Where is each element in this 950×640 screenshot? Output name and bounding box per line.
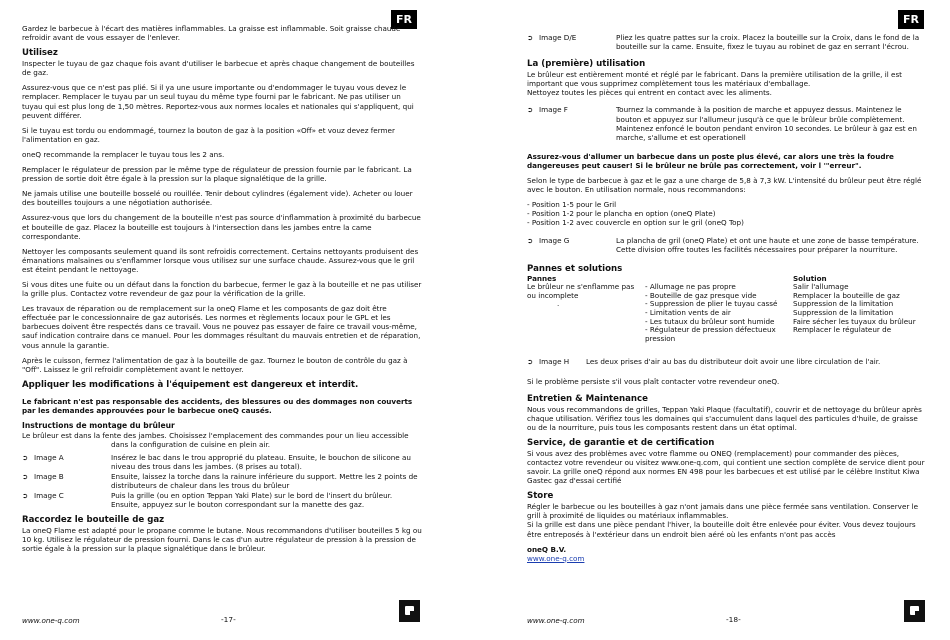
cause-item: - Limitation vents de air xyxy=(645,308,731,318)
alert-text: Assurez-vous d'allumer un barbecue dans un poste plus élevé, car alors une très la foudre dangereuses peut causer! Si le brûleur ne brûle pas correctement, voir l '"erreur". xyxy=(527,151,894,170)
section-title-first-use: La (première) utilisation xyxy=(527,59,646,70)
paragraph: Ne jamais utilise une bouteille bosselé ou rouillée. Tenir debout cylindres (également vide). Acheter ou louer des bouteilles toujours a une négotiation authorisée. xyxy=(22,189,413,208)
list-item: - Position 1-2 pour le plancha en option (oneQ Plate) xyxy=(527,209,716,219)
arrow-circle-right-icon: ➲ xyxy=(527,105,534,115)
language-badge: FR xyxy=(898,10,924,29)
solution-item: Salir l'allumage xyxy=(793,282,849,292)
section-title-utilisez: Utilisez xyxy=(22,48,58,59)
paragraph: Le brûleur est entièrement monté et réglé par le fabricant. Dans la première utilisation de la grille, il est important que vous supprimez complètement tous les matériaux d'emballage. xyxy=(527,70,903,89)
page-number: -18- xyxy=(726,615,741,624)
image-a-row xyxy=(22,453,422,471)
arrow-circle-right-icon: ➲ xyxy=(22,471,29,481)
right-column xyxy=(527,33,927,563)
image-label: Image B xyxy=(34,471,64,481)
cause-item: - Régulateur de pression défectueux xyxy=(645,325,776,335)
page-18 xyxy=(475,0,950,640)
panne-cause-text: Le brûleur ne s'enflamme pas ou incomplete xyxy=(527,282,635,300)
image-text: La plancha de gril (oneQ Plate) et ont une haute et une zone de basse température. Cette division offre toutes les facilités nécessaires pour préparer la nourriture. xyxy=(616,235,919,254)
paragraph: Régler le barbecue ou les bouteilles à gaz n'ont jamais dans une pièce fermée sans ventilation. Conserver le grill à proximité de liquides ou matériaux inflammables. xyxy=(527,502,919,521)
website-link[interactable]: www.one-q.com xyxy=(527,553,585,563)
solution-item: Suppression de la limitation xyxy=(793,308,894,318)
cause-item: - Allumage ne pas propre xyxy=(645,282,736,292)
cause-item: - Bouteille de gaz presque vide xyxy=(645,290,757,300)
warning-text: Le fabricant n'est pas responsable des accidents, des blessures ou des dommages non couverts par les demandes approuvées pour le barbecue oneQ causés. xyxy=(22,396,413,415)
image-d-row xyxy=(527,33,927,51)
cause-item: - Suppression de plier le tuyau cassé xyxy=(645,299,778,309)
list-item: - Position 1-2 avec couvercle en option sur le gril (oneQ Top) xyxy=(527,218,744,228)
paragraph: Nous vous recommandons de grilles, Teppan Yaki Plaque (facultatif), couvrir et de nettoyage du brûleur après chaque utilisation. Vérifiez tous les domaines qui s'accumulent dans laquel des particules d'huile, de graisse ou de la nourriture, puis tous les composants restent dans un état optimal. xyxy=(527,404,922,432)
arrow-circle-right-icon: ➲ xyxy=(527,235,534,245)
intro-text: Gardez le barbecue à l'écart des matières inflammables. La graisse est inflammable. Soit graisse chaude refroidir avant de vous essayer de l'enlever. xyxy=(22,24,401,43)
position-list xyxy=(527,200,927,227)
panne-cause xyxy=(527,283,645,343)
image-text: Ensuite, laissez la torche dans la rainure inférieure du support. Mettre les 2 points de distributeurs de chaleur dans les trous du brûleur xyxy=(111,471,418,490)
paragraph: Remplacer le régulateur de pression par le même type de régulateur de pression fournie par le fabricant. La pression de sortie doit être égale à la pression sur la plaque signalétique de la grille. xyxy=(22,165,412,184)
solution-item: Suppression de la limitation xyxy=(793,299,894,309)
paragraph: Si vous avez des problèmes avec votre flamme ou ONEQ (remplacement) pour commander des pièces, contactez votre revendeur ou visitez www.one-q.com, qui contient une section complète de service dient pour savoir. La grille oneQ répond aux normes EN 498 pour les barbecues et est utilisé par le célèbre Institut Kiwa Gastec gaz d'essai certifié xyxy=(527,448,925,486)
section-title-entretien: Entretien & Maintenance xyxy=(527,393,648,404)
image-label: Image C xyxy=(34,491,64,501)
solution-item: Remplacer la bouteille de gaz xyxy=(793,290,900,300)
arrow-circle-right-icon: ➲ xyxy=(527,357,534,367)
paragraph: Selon le type de barbecue à gaz et le gaz a une charge de 5,8 à 7,3 kW. L'intensité du brûleur peut être réglé avec le bouton. En utilisation normale, nous recommandons: xyxy=(527,176,922,195)
image-b-row xyxy=(22,472,422,490)
section-title-raccord: Raccordez le bouteille de gaz xyxy=(22,515,165,526)
image-label: Image D/E xyxy=(539,33,577,42)
warning-title: Appliquer les modifications à l'équipement est dangereux et interdit. xyxy=(22,379,359,390)
paragraph: Si le problème persiste s'il vous plaît contacter votre revendeur oneQ. xyxy=(527,376,780,386)
oneq-logo-icon xyxy=(399,600,420,622)
paragraph: Assurez-vous que lors du changement de la bouteille n'est pas source d'inflammation à proximité du barbecue et bouteille de gaz. Placez la bouteille est toujours à l'intersection dans les jambes entre la came correspondante. xyxy=(22,213,421,241)
cause-item: - Les tutaux du brûleur sont humide xyxy=(645,316,775,326)
company-name: oneQ B.V. xyxy=(527,544,567,554)
image-g-row xyxy=(527,236,927,254)
image-c-row xyxy=(22,491,422,509)
section-title-pannes: Pannes et solutions xyxy=(527,263,623,274)
paragraph: Assurez-vous que ce n'est pas plié. Si il ya une usure importante ou d'endommager le tuyau vous devez le remplacer. Remplacer le tuyau par un seul tuyau du même type fourni par le fabricant. Ne pas utiliser un tuyau qui est plus long de 1,50 mètres. Reportez-vous aux normes locales et nationales qui s'appliquent, qui peuvent différer. xyxy=(22,83,414,120)
arrow-circle-right-icon: ➲ xyxy=(22,452,29,462)
causes-cell xyxy=(645,283,793,343)
arrow-circle-right-icon: ➲ xyxy=(527,33,534,42)
image-text: Puis la grille (ou en option Teppan Yaki Plate) sur le bord de l'insert du brûleur. Ensuite, appuyez sur le bouton correspondant sur la manette des gaz. xyxy=(111,491,393,510)
instr-intro: Le brûleur est dans la fente des jambes. Choisissez l'emplacement des commandes pour un lieu accessible xyxy=(22,430,409,440)
col-header-solution: Solution xyxy=(793,273,827,283)
image-label: Image F xyxy=(539,105,568,115)
cause-item: pression xyxy=(645,333,676,343)
footer-website: www.one-q.com xyxy=(22,616,80,625)
footer-website: www.one-q.com xyxy=(527,616,585,625)
paragraph: Si le tuyau est tordu ou endommagé, tournez la bouton de gaz à la position «Off» et vouz devez fermer l'alimentation en gaz. xyxy=(22,125,395,144)
paragraph: La oneQ Flame est adapté pour le propane comme le butane. Nous recommandons d'utiliser bouteilles 5 kg ou 10 kg. Utilisez le régulateur de pression fourni. Dans le cas d'un autre régulateur de pression à la pression de sortie égale à la pression sur la plaque signalétique dans le brûleur. xyxy=(22,526,422,554)
paragraph: Inspecter le tuyau de gaz chaque fois avant d'utiliser le barbecue et après chaque changement de bouteilles de gaz. xyxy=(22,59,415,78)
panne-dot: . xyxy=(557,299,560,309)
arrow-circle-right-icon: ➲ xyxy=(22,491,29,501)
instr-intro-2: dans la configuration de cuisine en plein air. xyxy=(111,439,271,449)
image-text: Insérez le bac dans le trou approprié du plateau. Ensuite, le bouchon de silicone au niveau des trous dans les jambes. (8 prises au total). xyxy=(111,452,411,471)
solution-item: Faire sécher les tuyaux du brûleur xyxy=(793,316,916,326)
left-column xyxy=(22,24,422,560)
solution-item: Remplacer le régulateur de xyxy=(793,325,892,335)
troubleshooting-table xyxy=(527,275,927,344)
image-label: Image A xyxy=(34,452,64,462)
image-text: Tournez la commande à la position de marche et appuyez dessus. Maintenez le bouton et appuyez sur l'allumeur jusqu'à ce que le brûleur brûle complètement. Maintenez enfoncé le bouton pendant environ 10 secondes. Le brûleur à gaz est en marche, s'allume et est operationell xyxy=(616,105,917,142)
image-f-row xyxy=(527,105,927,141)
paragraph: Si la grille est dans une pièce pendant l'hiver, la bouteille doit être enlevée pour éviter. Vous devez toujours être entreposés à l'extérieur dans un endroit bien aéré où les enfants n'ont pas accès xyxy=(527,520,916,539)
image-h-row xyxy=(527,357,927,366)
paragraph: Nettoyez toutes les pièces qui entrent en contact avec les aliments. xyxy=(527,88,772,98)
image-text: Les deux prises d'air au bas du distributeur doit avoir une libre circulation de l'air. xyxy=(586,357,881,367)
paragraph: oneQ recommande la remplacer le tuyau tous les 2 ans. xyxy=(22,149,225,159)
col-header-pannes: Pannes xyxy=(527,273,557,283)
section-title-store: Store xyxy=(527,491,554,502)
image-text: Pliez les quatre pattes sur la croix. Placez la bouteille sur la Croix, dans le fond de la bouteille sur la came. Ensuite, fixez le tuyau au robinet de gaz en serrant l'écrou. xyxy=(616,33,920,52)
image-label: Image G xyxy=(539,235,570,245)
paragraph: Nettoyer les composants seulement quand ils sont refroidis correctement. Certains nettoyants produisent des émanations malsaines ou s'enflammer lorsque vous utilisez sur une surface chaude. Assurez-vous que le gril est éteint pendant le nettoyage. xyxy=(22,246,419,274)
oneq-logo-icon xyxy=(904,600,925,622)
language-badge: FR xyxy=(391,10,417,29)
solutions-cell xyxy=(793,283,927,343)
paragraph: Si vous dites une fuite ou un défaut dans la fonction du barbecue, fermer le gaz à la bouteille et ne pas utiliser la grille plus. Contactez votre revendeur de gaz pour la vérification de la grille. xyxy=(22,279,422,299)
list-item: - Position 1-5 pour le Gril xyxy=(527,200,617,210)
instr-title: Instructions de montage du brûleur xyxy=(22,421,175,430)
image-label: Image H xyxy=(539,357,570,367)
page-number: -17- xyxy=(221,615,236,624)
section-title-service: Service, de garantie et de certification xyxy=(527,437,715,448)
paragraph: Les travaux de réparation ou de remplacement sur la oneQ Flame et les composants de gaz doit être effectuée par le concessionnaire de gaz autorisés. Les normes et règlements locaux pour le GPL et les barbecues doivent être respectés dans ce travail. Vous ne pouvez pas essayer de faire ce travail vous-même, sauf indication contraire dans ce manuel. Pour les dommages résultant du mauvais entretien et de réparation, vous annule la garantie. xyxy=(22,304,421,350)
paragraph: Après le cuisson, fermez l'alimentation de gaz à la bouteille de gaz. Tournez le bouton de contrôle du gaz à "Off". Laissez le gril refroidir complètement avant le nettoyer. xyxy=(22,355,408,374)
